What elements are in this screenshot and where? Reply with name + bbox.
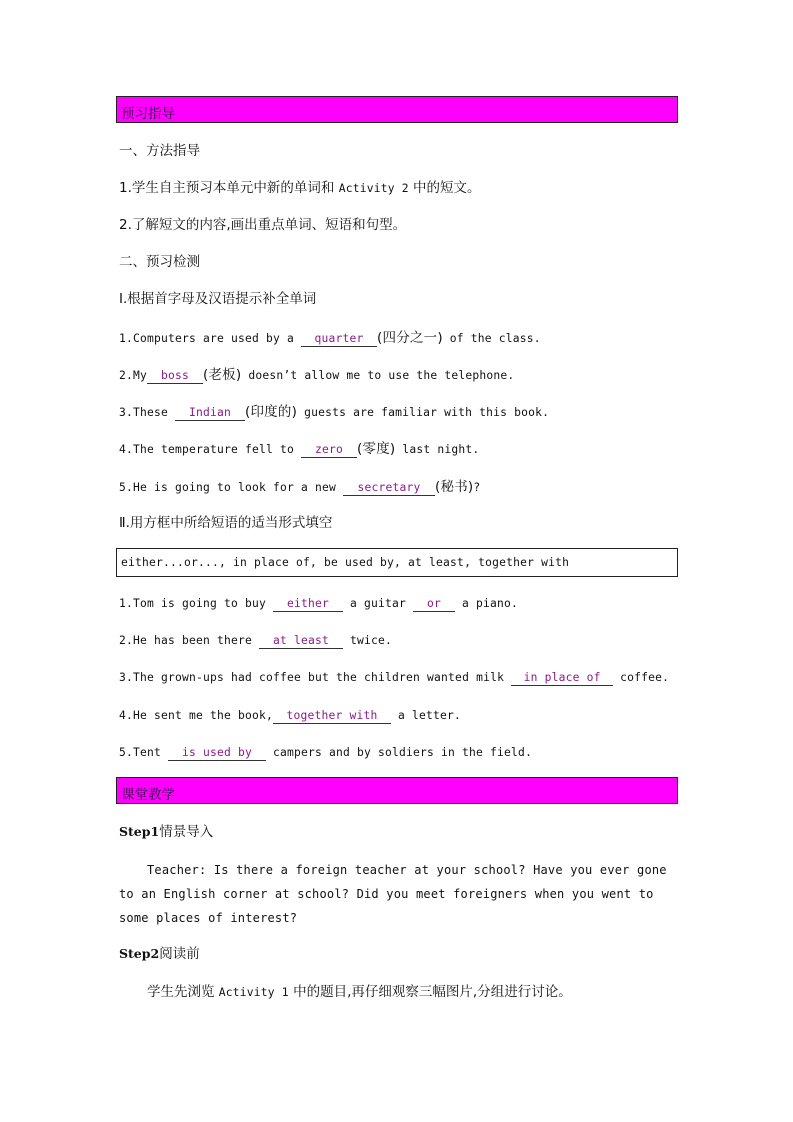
step2-text-c: 中的题目,再仔细观察三幅图片,分组进行讨论。 [293,984,572,1000]
step1-paragraph: Teacher: Is there a foreign teacher at your school? Have you ever gone to an English corner at school? Did you meet foreigners when you went to some places of interest? [119,863,667,925]
part1-item-3-answer: Indian [175,405,245,421]
part2-heading: Ⅱ.用方框中所给短语的适当形式填空 [119,515,333,531]
step2-paragraph [147,984,572,1001]
part1-item-4-answer: zero [301,442,357,458]
part2-item-1-post: a piano. [455,597,519,610]
part1-item-3-post: guests are familiar with this book. [297,406,550,419]
phrase-box [116,548,678,577]
part2-item-1-answer-2: or [413,596,455,612]
part1-item-3-hint: (印度的) [245,404,298,420]
part2-item-5-post: campers and by soldiers in the field. [266,746,533,759]
part1-item-1 [119,330,541,347]
step1-label: Step1 [119,824,160,839]
section-title-preview: 预习指导 [121,106,175,122]
section-bar-class [116,777,678,804]
part1-item-4 [119,441,479,458]
method-item-2: 2.了解短文的内容,画出重点单词、短语和句型。 [119,217,407,233]
part1-item-3-pre: 3.These [119,406,176,419]
step2-text-a: 学生先浏览 [147,984,215,1000]
step2-text-b: Activity 1 [218,986,289,999]
part1-item-4-post: last night. [395,443,480,456]
part1-item-5-pre: 5.He is going to look for a new [119,481,344,494]
part1-item-3 [119,404,549,421]
method-item-1-text-b: Activity 2 [338,182,409,195]
phrase-box-text: either...or..., in place of, be used by, at least, together with [121,556,570,569]
part1-item-5 [119,479,480,496]
part1-item-4-pre: 4.The temperature fell to [119,443,302,456]
part2-item-1-mid: a guitar [343,597,414,610]
method-item-1-text-c: 中的短文。 [413,180,481,196]
part1-item-2-hint: (老板) [203,367,242,383]
part2-item-5-answer: is used by [168,745,266,761]
part1-item-5-hint: (秘书) [435,479,474,495]
part1-item-1-hint: (四分之一) [377,330,443,346]
part1-item-2 [119,367,514,384]
part2-item-3-answer: in place of [511,670,613,686]
part1-item-1-post: of the class. [442,332,541,345]
step1-title: 情景导入 [159,824,214,840]
part1-item-1-answer: quarter [301,331,377,347]
step2-heading [119,946,200,962]
part2-item-4-answer: together with [273,708,391,724]
part2-item-4-pre: 4.He sent me the book, [119,709,274,722]
part1-item-2-pre: 2.My [119,369,148,382]
part1-item-5-answer: secretary [343,480,435,496]
part2-item-2-answer: at least [259,633,343,649]
check-heading: 二、预习检测 [119,254,200,270]
method-item-1-text-a: 1.学生自主预习本单元中新的单词和 [119,180,335,196]
step2-label: Step2 [119,946,160,961]
step1-heading [119,824,213,840]
part2-item-5-pre: 5.Tent [119,746,169,759]
part2-item-3-post: coffee. [613,671,670,684]
part2-item-2 [119,633,392,649]
part2-item-1 [119,596,518,612]
part1-heading: Ⅰ.根据首字母及汉语提示补全单词 [119,291,317,307]
section-title-class: 课堂教学 [121,787,175,803]
part2-item-4 [119,708,461,724]
part2-item-1-answer-1: either [273,596,343,612]
part1-item-2-post: doesn’t allow me to use the telephone. [241,369,515,382]
part2-item-2-pre: 2.He has been there [119,634,260,647]
part2-item-4-post: a letter. [391,709,462,722]
section-bar-preview [116,96,678,123]
part1-item-1-pre: 1.Computers are used by a [119,332,302,345]
method-heading: 一、方法指导 [119,143,200,159]
part2-item-2-post: twice. [343,634,393,647]
part2-item-5 [119,745,532,761]
part2-item-1-pre: 1.Tom is going to buy [119,597,274,610]
part1-item-5-post: ? [473,481,481,494]
part2-item-3 [119,670,669,686]
step2-title: 阅读前 [159,946,200,962]
part1-item-4-hint: (零度) [357,441,396,457]
part1-item-2-answer: boss [147,368,203,384]
method-item-1 [119,180,481,197]
part2-item-3-pre: 3.The grown-ups had coffee but the children wanted milk [119,671,512,684]
